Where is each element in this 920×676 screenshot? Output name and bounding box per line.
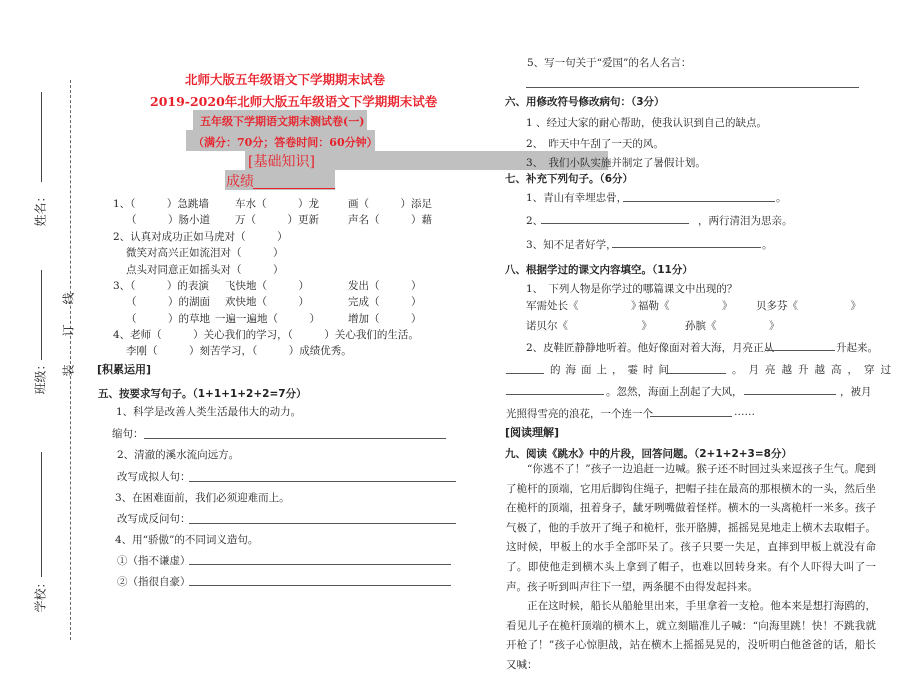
class-label: 班级：: [33, 358, 48, 395]
q5-s2-label: 改写成拟人句：: [117, 471, 191, 483]
q8-s1: 1、 下列人物是你学过的哪篇课文中出现的？: [526, 283, 738, 295]
q3-item: 飞快地（ ）: [225, 280, 309, 292]
q1-item: 画（ ）添足: [348, 198, 432, 210]
q3-item: 完成（ ）: [348, 296, 422, 308]
answer-line[interactable]: [666, 373, 726, 374]
q8-item: 贝多芬《 》: [756, 300, 861, 312]
q3-item: 发出（ ）: [348, 280, 422, 292]
q5-s5: 5、写一句关于“爱国”的名人名言：: [527, 57, 692, 69]
answer-line[interactable]: [526, 87, 859, 88]
q8-p2: 的海面上，霎时间: [550, 364, 674, 376]
q5-s4a-label: ①（指不谦虚）: [117, 555, 191, 567]
section-read: [阅读理解]: [505, 426, 560, 439]
q7-i2-end: ，两行清泪为思亲。: [698, 215, 793, 227]
answer-line[interactable]: [623, 201, 775, 202]
q5-s2: 2、清澈的溪水流向远方。: [117, 449, 240, 461]
q8-p1: 2、皮鞋匠静静地听着。他好像面对着大海，月亮正从: [526, 342, 775, 354]
title-2: 2019-2020年北师大版五年级语文下学期期末试卷: [150, 94, 438, 109]
q3-item: 增加（ ）: [348, 313, 422, 325]
q7-title: 七、补充下列句子。（6分）: [505, 173, 634, 185]
q8-item: 孙膑《 》: [685, 320, 780, 332]
answer-line[interactable]: [189, 481, 456, 482]
title-4: （满分：70分；答卷时间：60分钟）: [193, 136, 378, 149]
q6-item: 3、 我们小队实施并制定了暑假计划。: [526, 157, 706, 169]
q8-item: 诺贝尔《 》: [526, 320, 652, 332]
q3-item: 3、（ ）的表演: [113, 280, 209, 292]
q2-item: 2、认真对成功正如马虎对（ ）: [113, 231, 288, 243]
q5-title: 五、按要求写句子。（1+1+1+2+2=7分）: [98, 388, 307, 400]
q7-i2: 2、: [526, 215, 544, 227]
q1-item: 车水（ ）龙: [235, 198, 319, 210]
q7-i3-end: 。: [762, 239, 773, 251]
q1-item: （ ）肠小道: [126, 214, 210, 226]
q3-item: 欢快地（ ）: [225, 296, 309, 308]
q1-item: 万（ ）更新: [235, 214, 319, 226]
q2-item: 微笑对高兴正如流泪对（ ）: [126, 247, 284, 259]
q1-item: 声名（ ）藉: [348, 214, 432, 226]
answer-line[interactable]: [650, 416, 732, 417]
school-line: [41, 452, 42, 577]
answer-line[interactable]: [189, 564, 451, 565]
q8-p4-end: ……: [734, 406, 755, 418]
q9-paragraph-2: 正在这时候，船长从船舱里出来，手里拿着一支枪。他本来是想打海鸥的，看见儿子在桅杆顶端的横木上，就立刻瞄准儿子喊：“向海里跳！快！不跳我就开枪了！”孩子心惊胆战，站在横木上摇摇晃晃的，没听明白他爸爸的话，船长又喊：: [506, 600, 876, 671]
q5-s4: 4、用“骄傲”的不同词义造句。: [115, 534, 259, 546]
q8-item: 军需处长《 》: [526, 300, 642, 312]
q8-p2-end: 。月亮越升越高，穿过: [732, 364, 897, 376]
q3-item: （ ）的草地: [126, 313, 210, 325]
q8-item: 福勒《 》: [638, 300, 733, 312]
answer-line[interactable]: [506, 394, 604, 395]
q8-title: 八、根据学过的课文内容填空。（11分）: [505, 264, 693, 276]
answer-line[interactable]: [506, 373, 544, 374]
name-label: 姓名：: [33, 190, 48, 227]
q9-paragraph-1: “你逃不了！”孩子一边追赶一边喊。猴子还不时回过头来逗孩子生气。爬到了桅杆的顶端，它用后脚钩住绳子，把帽子挂在最高的那根横木的一头，然后坐在桅杆的顶端，扭着身子，龇牙咧嘴做着怪样。横木的一头离桅杆一米多。孩子气极了，他的手放开了绳子和桅杆，张开胳膊，摇摇晃晃地走上横木去取帽子。这时候，甲板上的水手全部吓呆了。孩子只要一失足，直摔到甲板上就没有命了。即使他走到横木头上拿到了帽子，也难以回转身来。有个人吓得大叫了一声。孩子听到叫声往下一望，两条腿不由得发起抖来。: [506, 463, 876, 593]
q2-item: 点头对同意正如摇头对（ ）: [126, 264, 284, 276]
school-label: 学校：: [33, 576, 48, 613]
q6-item: 1 、经过大家的耐心帮助，使我认识到自己的缺点。: [526, 117, 768, 129]
q4-item: 4、老师（ ）关心我们的学习，（ ）关心我们的生活。: [113, 329, 419, 341]
q5-s1: 1、科学是改善人类生活最伟大的动力。: [116, 406, 302, 418]
answer-line[interactable]: [189, 585, 451, 586]
answer-line[interactable]: [765, 350, 835, 351]
title-3: 五年级下学期语文期末测试卷(一): [200, 115, 365, 128]
q8-p3: 。忽然，海面上刮起了大风，: [606, 386, 743, 398]
q5-s1-label: 缩句：: [112, 428, 144, 440]
q6-title: 六、用修改符号修改病句：（3分）: [505, 96, 665, 108]
class-line: [41, 270, 42, 360]
binding-zhuang: 装: [61, 364, 76, 377]
binding-dashed-line: [70, 80, 71, 640]
answer-line[interactable]: [144, 438, 446, 439]
answer-line[interactable]: [541, 223, 689, 224]
answer-line[interactable]: [744, 394, 836, 395]
section-accum: [积累运用]: [97, 363, 152, 376]
q8-p1-end: 升起来。: [836, 342, 878, 354]
section-basic: [基础知识]: [248, 154, 315, 170]
q3-item: （ ）的湖面: [126, 296, 210, 308]
binding-ding: 订: [61, 324, 76, 337]
score-label: 成绩: [226, 174, 254, 190]
q8-p3-end: ，被月: [840, 386, 872, 398]
q4-item: 李刚（ ）刻苦学习，（ ）成绩优秀。: [126, 345, 352, 357]
q1-item: 1、（ ）急跳墙: [113, 198, 209, 210]
q9-title: 九、阅读《跳水》中的片段，回答问题。（2+1+2+3=8分）: [505, 448, 792, 460]
q5-s4b-label: ②（指很自豪）: [117, 576, 191, 588]
q5-s3: 3、在困难面前，我们必须迎难而上。: [115, 492, 290, 504]
name-line: [41, 92, 42, 182]
q8-p4: 光照得雪亮的浪花，一个连一个: [506, 408, 653, 420]
q7-i3: 3、知不足者好学，: [526, 239, 617, 251]
title-1: 北师大版五年级语文下学期期末试卷: [185, 72, 386, 87]
score-blank[interactable]: [253, 188, 335, 189]
q7-i1: 1、青山有幸埋忠骨，: [526, 192, 628, 204]
answer-line[interactable]: [612, 247, 761, 248]
q7-i1-end: 。: [776, 192, 787, 204]
answer-line[interactable]: [189, 523, 456, 524]
q9-passage: [506, 460, 876, 676]
q3-item: 一遍一遍地（ ）: [215, 313, 320, 325]
q6-item: 2、 昨天中午刮了一天的风。: [526, 138, 664, 150]
q5-s3-label: 改写成反问句：: [117, 513, 191, 525]
binding-xian: 线: [61, 292, 76, 305]
